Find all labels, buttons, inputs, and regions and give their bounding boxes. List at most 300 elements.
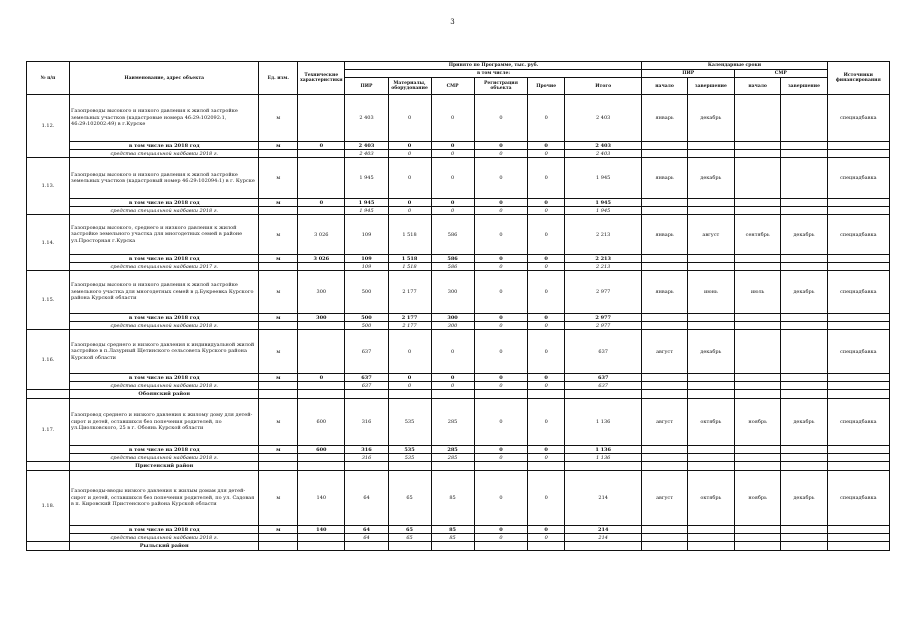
empty-cell [687,150,734,158]
empty-cell [781,374,827,382]
empty-cell [298,390,345,399]
sched-pir-header: ПИР [642,70,735,78]
pir-cell: 316 [345,399,388,446]
empty-cell [687,454,734,462]
unit-cell [259,150,298,158]
smr-end-cell: декабрь [781,471,827,526]
empty-cell [827,314,889,322]
total-cell: 2 403 [564,95,642,142]
row-index: 1.13. [27,158,70,215]
object-name: Газопроводы высокого, среднего и низкого давления к жилой застройке земельного участка для многодетных семей в районе ул.Просторная г.Курска [70,215,259,255]
materials-cell: 0 [388,330,431,374]
year-total-label: в том числе на 2018 год [70,199,259,207]
tech-cell [298,382,345,390]
pir-end-cell: октябрь [687,471,734,526]
empty-cell [734,446,780,454]
total-cell: 1 136 [564,446,642,454]
empty-cell [734,534,780,542]
district-section-row [27,390,890,399]
unit-cell [259,263,298,271]
funding-cell: спецнадбавка [827,158,889,199]
registration-cell: 0 [474,399,528,446]
empty-cell [827,207,889,215]
pir-end-cell: декабрь [687,95,734,142]
materials-cell: 0 [388,207,431,215]
empty-cell [781,390,827,399]
pir-end-cell: декабрь [687,330,734,374]
smr-end-cell: декабрь [781,399,827,446]
materials-cell: 65 [388,471,431,526]
empty-cell [827,390,889,399]
tech-cell: 600 [298,399,345,446]
smr-cell: 586 [431,255,474,263]
unit-cell: м [259,95,298,142]
smr-end-cell [781,158,827,199]
unit-cell [259,534,298,542]
tech-cell: 0 [298,199,345,207]
unit-cell: м [259,271,298,314]
year-total-row [27,446,890,454]
materials-cell: 65 [388,534,431,542]
empty-cell [431,542,474,551]
materials-cell: 0 [388,150,431,158]
empty-cell [564,390,642,399]
total-cell: 637 [564,382,642,390]
special-fund-row [27,534,890,542]
empty-cell [734,314,780,322]
pir-end-cell: июнь [687,271,734,314]
empty-cell [687,526,734,534]
total-cell: 214 [564,526,642,534]
registration-cell: 0 [474,314,528,322]
including-header: в том числе: [345,70,642,78]
row-index: 1.12. [27,95,70,158]
registration-cell: 0 [474,142,528,150]
empty-cell [431,390,474,399]
col-pir-end-header: завершение [687,78,734,95]
col-unit-header: Ед. изм. [259,62,298,95]
empty-cell [642,207,687,215]
smr-cell: 85 [431,471,474,526]
materials-cell: 535 [388,446,431,454]
other-cell: 0 [528,255,565,263]
smr-cell: 0 [431,374,474,382]
empty-cell [687,322,734,330]
tech-cell [298,263,345,271]
tech-cell: 300 [298,314,345,322]
empty-cell [827,454,889,462]
empty-cell [687,263,734,271]
pir-start-cell: январь [642,215,687,255]
registration-cell: 0 [474,471,528,526]
year-total-label: в том числе на 2018 год [70,526,259,534]
empty-cell [734,462,780,471]
empty-cell [827,446,889,454]
unit-cell: м [259,158,298,199]
other-cell: 0 [528,399,565,446]
year-total-row [27,374,890,382]
empty-cell [642,526,687,534]
pir-cell: 109 [345,255,388,263]
object-row [27,330,890,374]
object-name: Газопроводы высокого и низкого давления к жилой застройке земельных участков (кадастровые номера 46:29:102092:1, 46:29:102002:49) в г.Курске [70,95,259,142]
smr-end-cell: декабрь [781,215,827,255]
pir-end-cell: октябрь [687,399,734,446]
smr-start-cell [734,95,780,142]
materials-cell: 0 [388,142,431,150]
row-index: 1.14. [27,215,70,271]
program-table [26,61,890,551]
other-cell: 0 [528,374,565,382]
special-fund-row [27,382,890,390]
empty-cell [259,542,298,551]
smr-cell: 300 [431,271,474,314]
empty-cell [734,454,780,462]
empty-cell [259,462,298,471]
funding-cell: спецнадбавка [827,330,889,374]
materials-cell: 1 518 [388,255,431,263]
year-total-label: в том числе на 2018 год [70,446,259,454]
empty-cell [528,390,565,399]
unit-cell [259,454,298,462]
smr-cell: 0 [431,199,474,207]
empty-cell [827,534,889,542]
other-cell: 0 [528,382,565,390]
empty-cell [642,534,687,542]
total-cell: 2 403 [564,142,642,150]
tech-cell [298,207,345,215]
empty-cell [687,255,734,263]
empty-cell [27,462,70,471]
empty-cell [781,454,827,462]
empty-cell [259,390,298,399]
empty-cell [827,462,889,471]
unit-cell: м [259,399,298,446]
empty-cell [27,390,70,399]
funding-cell: спецнадбавка [827,95,889,142]
year-total-label: в том числе на 2018 год [70,255,259,263]
tech-cell: 600 [298,446,345,454]
col-materials-header: Материалы, оборудование [388,78,431,95]
other-cell: 0 [528,446,565,454]
empty-cell [781,542,827,551]
smr-cell: 0 [431,382,474,390]
special-fund-label: средства специальной надбавки 2018 г. [70,207,259,215]
pir-cell: 500 [345,322,388,330]
materials-cell: 535 [388,454,431,462]
empty-cell [734,255,780,263]
total-cell: 2 977 [564,314,642,322]
col-smr-header: СМР [431,78,474,95]
year-total-row [27,255,890,263]
unit-cell: м [259,314,298,322]
total-cell: 2 213 [564,215,642,255]
materials-cell: 0 [388,374,431,382]
empty-cell [687,462,734,471]
pir-cell: 500 [345,271,388,314]
object-name: Газопроводы среднего и низкого давления к индивидуальной жилой застройке в п.Лазурный Щетинского сельсовета Курского района Курской области [70,330,259,374]
table-body [27,95,890,551]
year-total-row [27,526,890,534]
page-number: 3 [450,18,455,26]
smr-start-cell [734,330,780,374]
empty-cell [734,374,780,382]
col-name-header: Наименование, адрес объекта [70,62,259,95]
other-cell: 0 [528,95,565,142]
pir-cell: 637 [345,382,388,390]
tech-cell: 140 [298,471,345,526]
unit-cell [259,207,298,215]
smr-end-cell [781,330,827,374]
empty-cell [734,322,780,330]
smr-cell: 85 [431,526,474,534]
object-row [27,471,890,526]
registration-cell: 0 [474,95,528,142]
unit-cell: м [259,142,298,150]
empty-cell [687,382,734,390]
unit-cell [259,382,298,390]
empty-cell [781,526,827,534]
col-pir-start-header: начало [642,78,687,95]
district-section-row [27,542,890,551]
empty-cell [642,390,687,399]
smr-start-cell: ноябрь [734,399,780,446]
empty-cell [528,462,565,471]
funding-cell: спецнадбавка [827,271,889,314]
object-row [27,158,890,199]
col-pir-header: ПИР [345,78,388,95]
materials-cell: 2 177 [388,322,431,330]
object-name: Газопровод среднего и низкого давления к жилому дому для детей-сирот и детей, оставшихся без попечения родителей, по ул.Циолковского, 25 в г. Обоянь Курской области [70,399,259,446]
empty-cell [642,542,687,551]
other-cell: 0 [528,534,565,542]
other-cell: 0 [528,454,565,462]
total-cell: 2 977 [564,322,642,330]
col-smr-end-header: завершение [781,78,827,95]
empty-cell [781,462,827,471]
tech-cell [298,322,345,330]
empty-cell [642,199,687,207]
empty-cell [388,390,431,399]
materials-cell: 0 [388,199,431,207]
total-cell: 1 945 [564,158,642,199]
pir-cell: 1 945 [345,158,388,199]
empty-cell [827,526,889,534]
year-total-row [27,314,890,322]
empty-cell [827,322,889,330]
other-cell: 0 [528,314,565,322]
year-total-label: в том числе на 2018 год [70,314,259,322]
funding-cell: спецнадбавка [827,471,889,526]
empty-cell [827,142,889,150]
empty-cell [431,462,474,471]
materials-cell: 65 [388,526,431,534]
materials-cell: 0 [388,382,431,390]
funding-cell: спецнадбавка [827,215,889,255]
pir-cell: 2 403 [345,95,388,142]
total-cell: 2 213 [564,263,642,271]
funding-cell: спецнадбавка [827,399,889,446]
registration-cell: 0 [474,150,528,158]
smr-cell: 0 [431,95,474,142]
materials-cell: 2 177 [388,314,431,322]
other-cell: 0 [528,207,565,215]
other-cell: 0 [528,263,565,271]
empty-cell [345,462,388,471]
empty-cell [781,207,827,215]
pir-start-cell: январь [642,158,687,199]
smr-start-cell: ноябрь [734,471,780,526]
smr-start-cell [734,158,780,199]
empty-cell [781,150,827,158]
empty-cell [781,534,827,542]
tech-cell: 3 026 [298,255,345,263]
empty-cell [827,382,889,390]
tech-cell [298,330,345,374]
smr-cell: 0 [431,150,474,158]
col-smr-start-header: начало [734,78,780,95]
pir-cell: 1 945 [345,199,388,207]
pir-end-cell: август [687,215,734,255]
empty-cell [474,462,528,471]
total-cell: 637 [564,330,642,374]
empty-cell [827,255,889,263]
empty-cell [781,446,827,454]
registration-cell: 0 [474,382,528,390]
total-cell: 1 136 [564,454,642,462]
total-cell: 1 945 [564,199,642,207]
empty-cell [642,142,687,150]
smr-cell: 285 [431,399,474,446]
empty-cell [388,542,431,551]
col-total-header: Итого [564,78,642,95]
smr-cell: 285 [431,454,474,462]
year-total-row [27,142,890,150]
registration-cell: 0 [474,446,528,454]
empty-cell [781,322,827,330]
unit-cell: м [259,255,298,263]
empty-cell [642,263,687,271]
row-index: 1.18. [27,471,70,542]
other-cell: 0 [528,526,565,534]
pir-cell: 316 [345,454,388,462]
empty-cell [827,150,889,158]
unit-cell: м [259,199,298,207]
row-index: 1.17. [27,399,70,462]
object-name: Газопроводы высокого и низкого давления к жилой застройке земельного участка для многодетных семей в д.Букреевка Курского района Курской области [70,271,259,314]
registration-cell: 0 [474,271,528,314]
object-row [27,95,890,142]
pir-cell: 637 [345,374,388,382]
total-cell: 214 [564,534,642,542]
special-fund-row [27,322,890,330]
pir-start-cell: август [642,330,687,374]
empty-cell [388,462,431,471]
empty-cell [642,446,687,454]
empty-cell [298,462,345,471]
total-cell: 637 [564,374,642,382]
total-cell: 1 136 [564,399,642,446]
special-fund-label: средства специальной надбавки 2018 г. [70,322,259,330]
col-other-header: Прочие [528,78,565,95]
empty-cell [734,199,780,207]
total-cell: 2 213 [564,255,642,263]
tech-cell: 0 [298,374,345,382]
tech-cell [298,95,345,142]
empty-cell [687,314,734,322]
materials-cell: 0 [388,158,431,199]
district-name: Рыльский район [70,542,259,551]
col-funding-header: Источники финансирования [827,62,889,95]
pir-cell: 64 [345,534,388,542]
registration-cell: 0 [474,526,528,534]
district-section-row [27,462,890,471]
empty-cell [734,142,780,150]
empty-cell [734,390,780,399]
materials-cell: 1 518 [388,263,431,271]
tech-cell [298,158,345,199]
pir-cell: 109 [345,263,388,271]
smr-cell: 285 [431,446,474,454]
smr-start-cell: июль [734,271,780,314]
pir-cell: 1 945 [345,207,388,215]
tech-cell: 0 [298,142,345,150]
empty-cell [781,255,827,263]
special-fund-label: средства специальной надбавки 2018 г. [70,534,259,542]
unit-cell: м [259,330,298,374]
materials-cell: 1 518 [388,215,431,255]
object-row [27,215,890,255]
special-fund-row [27,454,890,462]
smr-cell: 300 [431,322,474,330]
empty-cell [27,542,70,551]
total-cell: 2 977 [564,271,642,314]
pir-cell: 109 [345,215,388,255]
smr-cell: 0 [431,330,474,374]
other-cell: 0 [528,322,565,330]
special-fund-label: средства специальной надбавки 2018 г. [70,382,259,390]
other-cell: 0 [528,271,565,314]
special-fund-label: средства специальной надбавки 2018 г. [70,150,259,158]
empty-cell [734,263,780,271]
special-fund-row [27,207,890,215]
empty-cell [642,382,687,390]
empty-cell [734,382,780,390]
year-total-label: в том числе на 2018 год [70,142,259,150]
registration-cell: 0 [474,207,528,215]
tech-cell [298,454,345,462]
pir-start-cell: январь [642,95,687,142]
registration-cell: 0 [474,255,528,263]
pir-cell: 2 403 [345,142,388,150]
empty-cell [827,374,889,382]
empty-cell [298,542,345,551]
empty-cell [528,542,565,551]
empty-cell [642,454,687,462]
other-cell: 0 [528,150,565,158]
empty-cell [687,207,734,215]
pir-start-cell: январь [642,271,687,314]
col-registration-header: Регистрация объекта [474,78,528,95]
tech-cell: 3 026 [298,215,345,255]
row-index: 1.15. [27,271,70,330]
object-name: Газопроводы-вводы низкого давления к жилым домам для детей-сирот и детей, оставшихся без попечения родителей, по ул. Садовая в п. Кировский Пристенского района Курской области [70,471,259,526]
smr-cell: 0 [431,142,474,150]
registration-cell: 0 [474,322,528,330]
unit-cell: м [259,215,298,255]
special-fund-row [27,150,890,158]
empty-cell [564,462,642,471]
